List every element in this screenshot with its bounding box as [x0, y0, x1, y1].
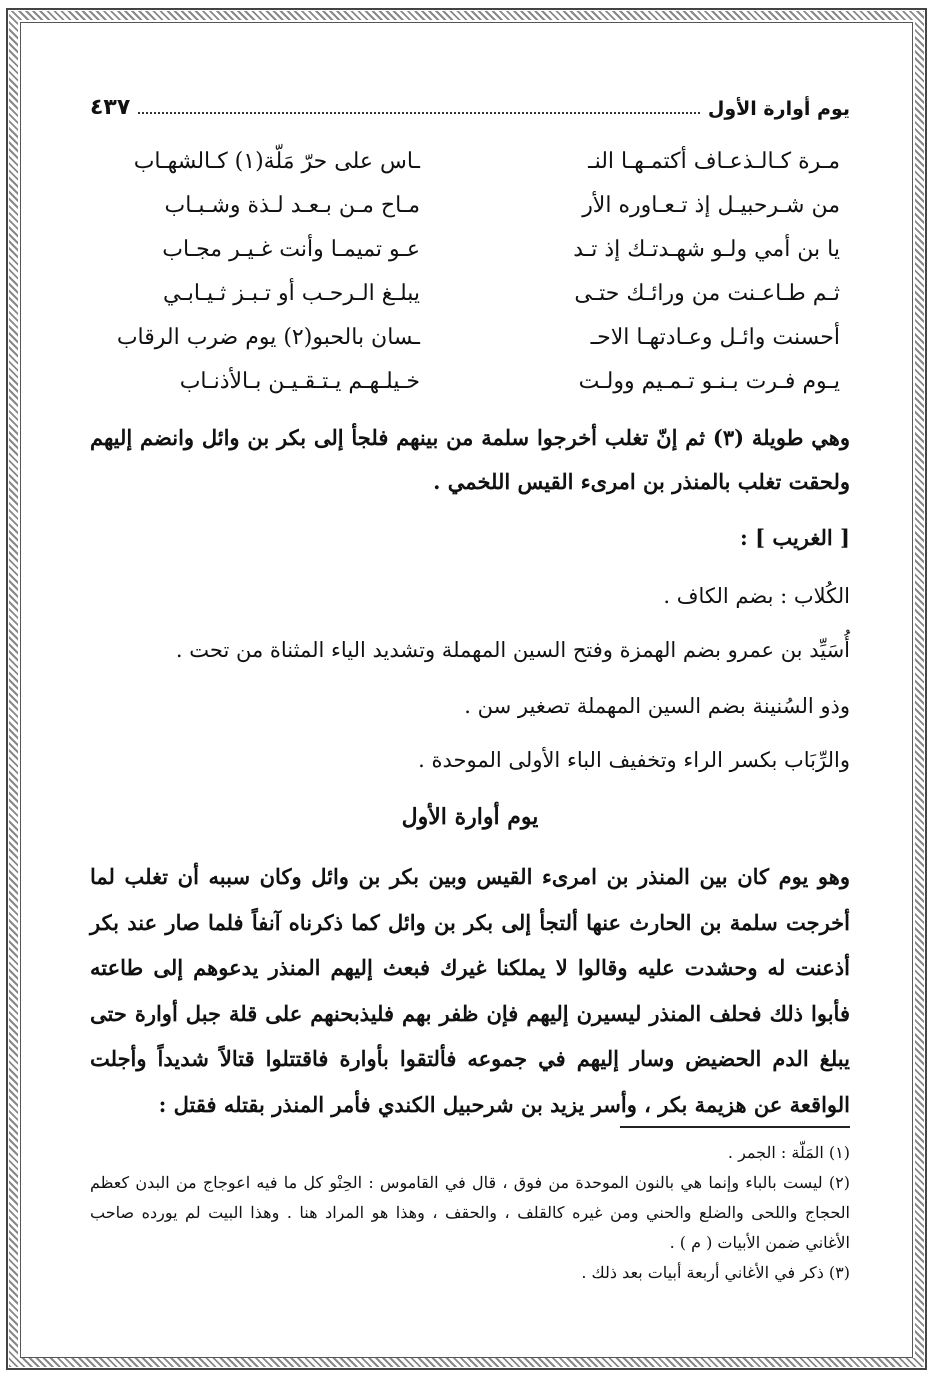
running-title: يوم أوارة الأول	[707, 98, 850, 120]
verse-first-hemistich: يـوم فـرت بـنـو تـمـيم وولـت	[578, 369, 840, 394]
verse-first-hemistich: أحسنت وائـل وعـادتهـا الاحـ	[590, 325, 840, 350]
section-paragraph: وهو يوم كان بين المنذر بن امرىء القيس وبين بكر بن وائل وكان سببه أن تغلب لما أخرجت سلمة بن الحارث عنها ألتجأ إلى بكر بن وائل كما ذكرناه آنفاً فلما صار عند بكر أذعنت له وحشدت عليه وقالوا لا يملكنا غيرك فبعث إليهم المنذر يدعوهم إلى طاعته فأبوا ذلك فحلف المنذر ليسيرن إليهم فإن ظفر بهم فليذبحنهم على قلة جبل أوارة حتى يبلغ الدم الحضيض وسار إليهم في جموعه فألتقوا بأوارة فاقتتلوا قتالاً شديداً وأجلت الواقعة عن هزيمة بكر ، وأسر يزيد بن شرحبيل الكندي فأمر المنذر بقتله فقتل :	[90, 864, 850, 1117]
footnote-3: (٣) ذكر في الأغاني أربعة أبيات بعد ذلك .	[581, 1263, 850, 1282]
paragraph-after-poem: وهي طويلة (٣) ثم إنّ تغلب أخرجوا سلمة من بينهم فلجأ إلى بكر بن وائل وانضم إليهم ولحقت تغلب بالمنذر بن امرىء القيس اللخمي .	[90, 425, 850, 494]
gharib-heading: [ الغريب ] :	[740, 525, 850, 550]
verse-second-hemistich: عـو تميمـا وأنت غـيـر مجـاب	[162, 237, 420, 262]
poem-verse	[120, 184, 840, 228]
poem-verse	[116, 316, 840, 360]
book-page	[90, 80, 850, 1310]
verse-second-hemistich: مـاح مـن بـعـد لـذة وشـبـاب	[164, 193, 420, 218]
header-dotted-leader	[138, 112, 700, 114]
running-header	[90, 88, 850, 120]
gloss-entry: الكُلاب : بضم الكاف .	[663, 584, 850, 608]
verse-second-hemistich: يبلـغ الـرحـب أو تـبـز ثـيـابـي	[162, 281, 420, 306]
poem-verse	[120, 272, 840, 316]
gloss-entry: والرِّبَاب بكسر الراء وتخفيف الباء الأولى الموحدة .	[418, 748, 850, 772]
poem-verse	[120, 140, 840, 184]
poem-verse	[120, 228, 840, 272]
poem-verse	[120, 360, 840, 404]
gloss-entry: أُسَيِّد بن عمرو بضم الهمزة وفتح السين المهملة وتشديد الياء المثناة من تحت .	[175, 638, 850, 662]
poem-block	[116, 140, 840, 404]
verse-second-hemistich: ـاس على حرّ مَلّة(١) كـالشهـاب	[133, 149, 420, 174]
page-number: ٤٣٧	[90, 95, 131, 120]
verse-first-hemistich: من شـرحبيـل إذ تـعـاوره الأر	[582, 193, 840, 218]
section-heading: يوم أوارة الأول	[401, 804, 539, 830]
verse-first-hemistich: مـرة كـالـذعـاف أكتمـهـا النـ	[588, 149, 840, 174]
footnote-separator	[620, 1126, 850, 1128]
footnote-2: (٢) ليست بالباء وإنما هي بالنون الموحدة من فوق ، قال في القاموس : الحِنْو كل ما فيه اعوجاج من البدن كعظم الحجاج واللحى والضلع والحني ومن غيره كالقلف ، والحقف ، وهذا هو المراد هنا . وهذا البيت لم يورده صاحب الأغاني ضمن الأبيات ( م ) .	[90, 1173, 851, 1252]
verse-first-hemistich: يا بن أمي ولـو شهـدتـك إذ تـد	[573, 237, 840, 262]
footnotes	[90, 1138, 850, 1288]
gloss-entry: وذو السُنينة بضم السين المهملة تصغير سن .	[464, 694, 850, 718]
footnote-1: (١) المَلّة : الجمر .	[727, 1143, 850, 1162]
verse-first-hemistich: ثـم طـاعـنت من ورائـك حتـى	[574, 281, 840, 306]
verse-second-hemistich: خـيلـهـم يـتـقـيـن بـالأذنـاب	[179, 369, 420, 394]
verse-second-hemistich: ـسان بالحبو(٢) يوم ضرب الرقاب	[116, 325, 420, 350]
